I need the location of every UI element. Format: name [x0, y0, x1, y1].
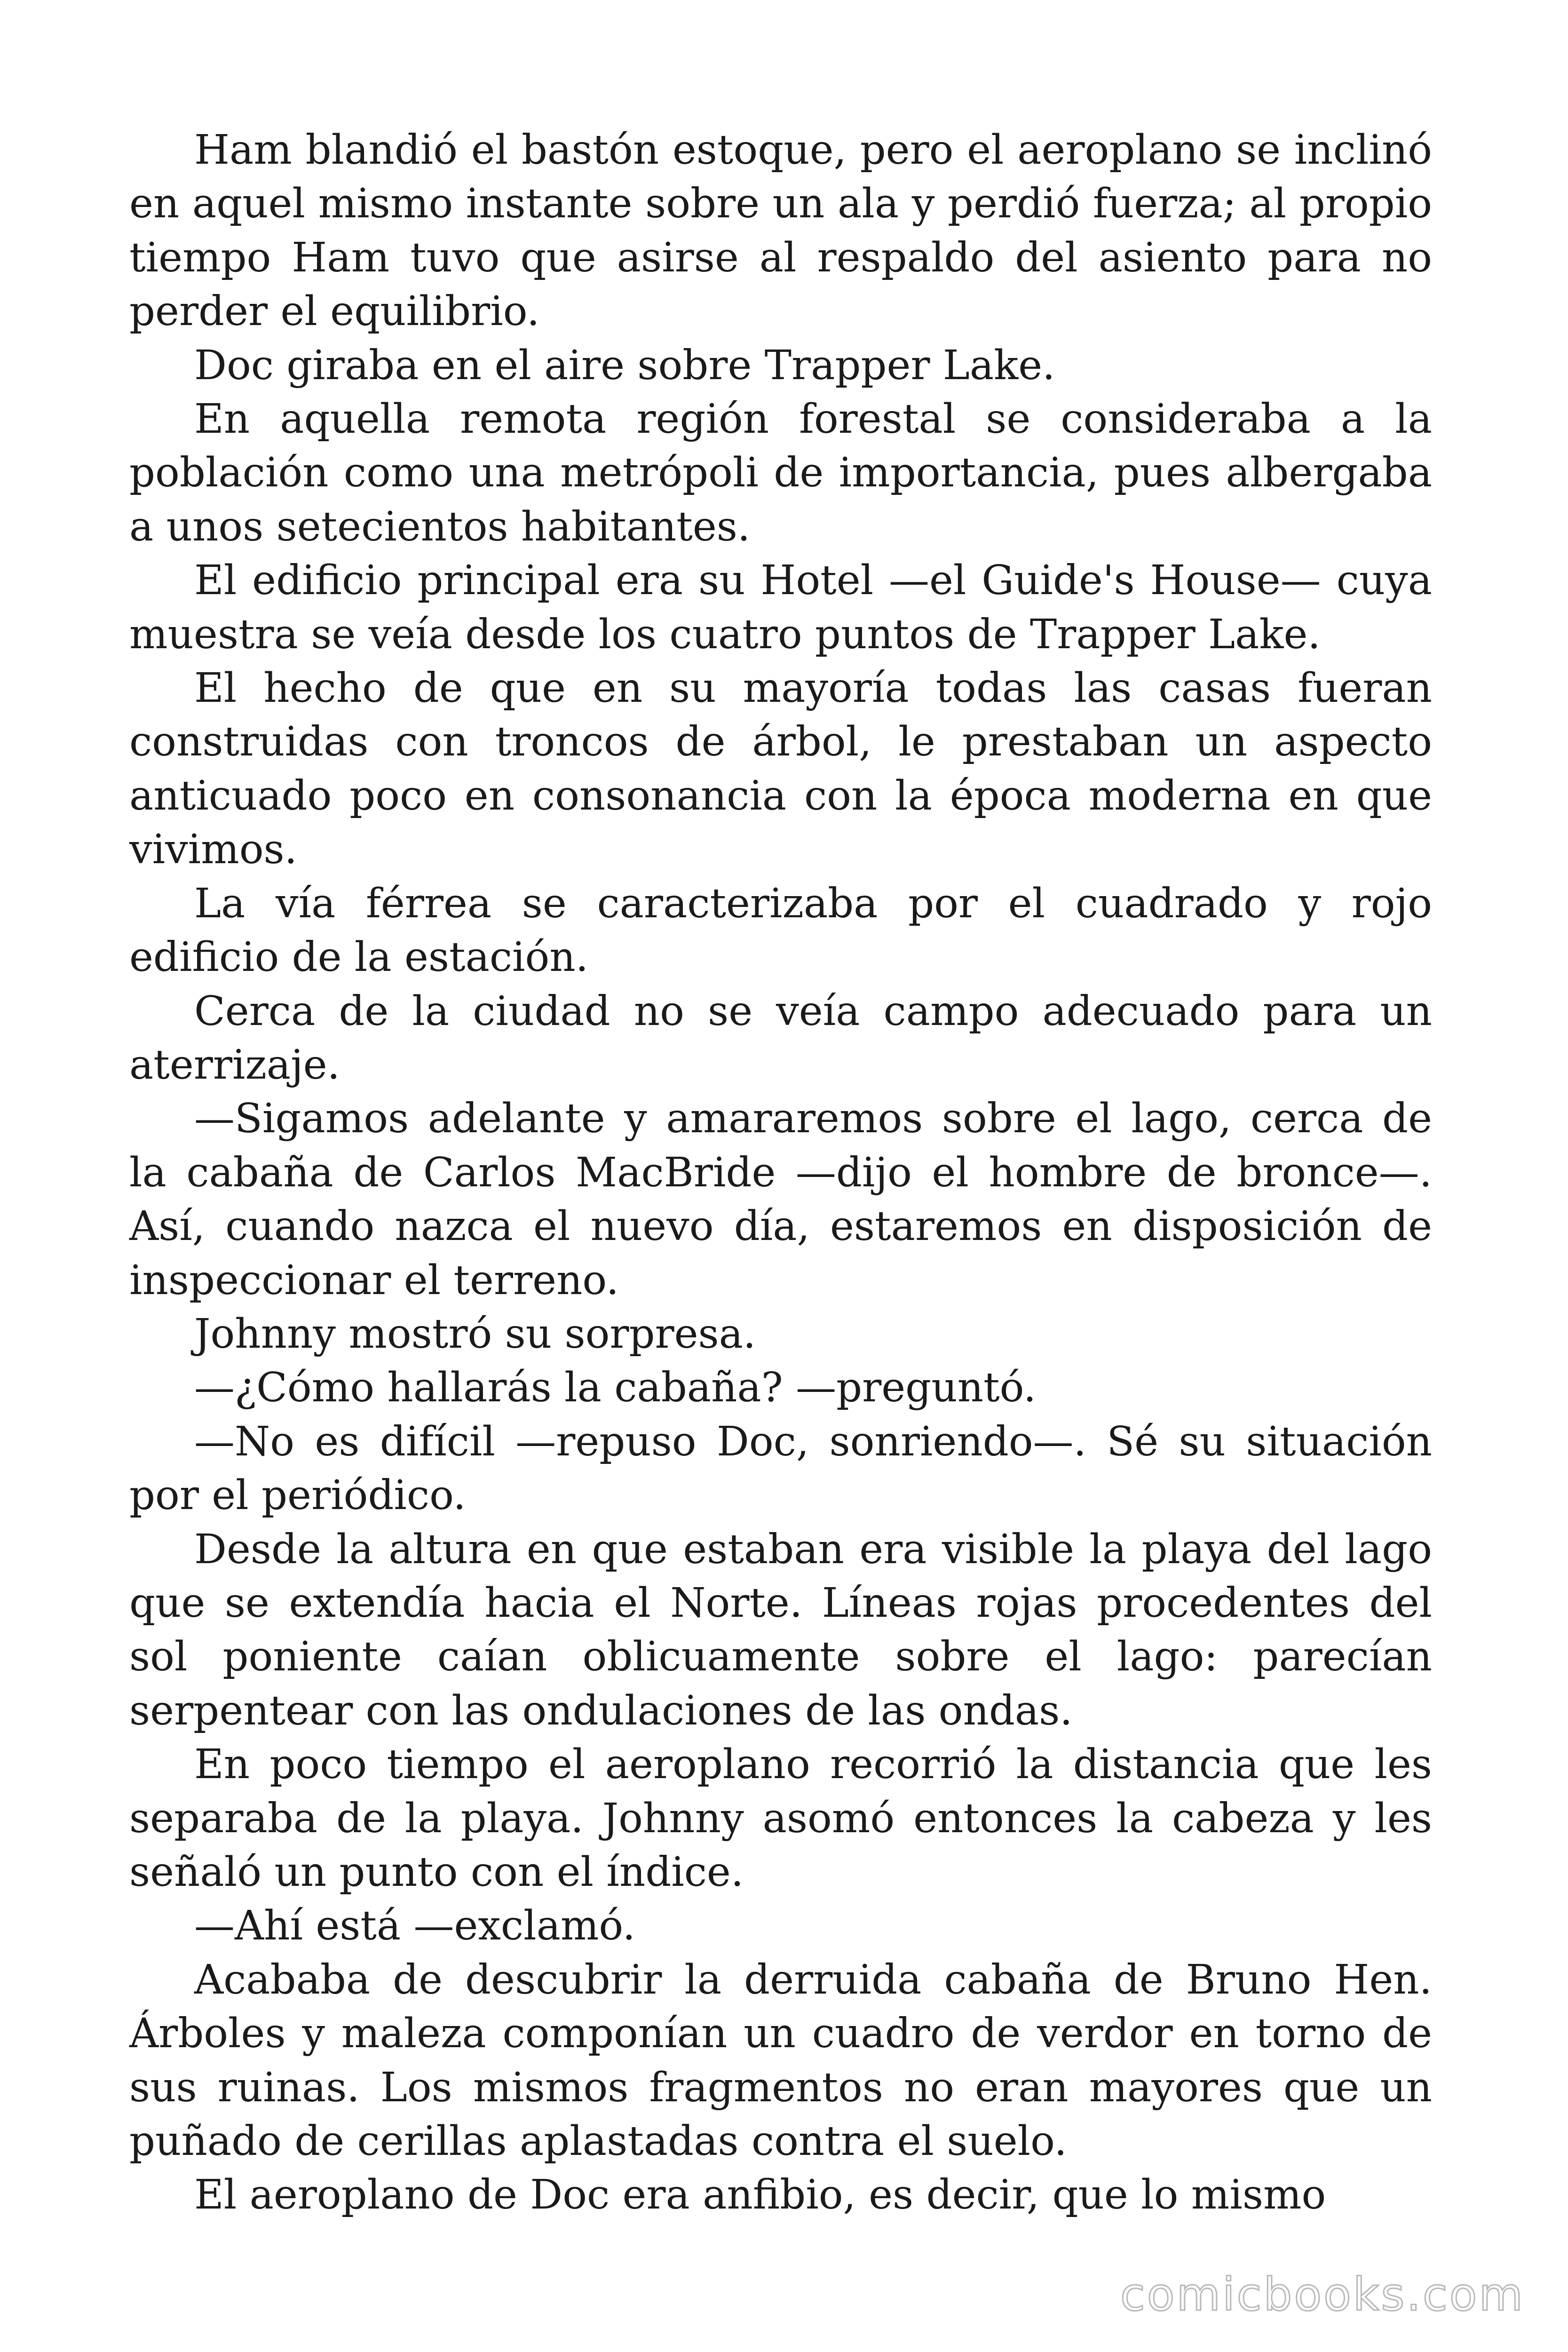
paragraph: Acababa de descubrir la derruida cabaña de Bruno Hen. Árboles y maleza componían un cuadro de verdor en torno de sus ruinas. Los mismos fragmentos no eran mayores que un puñado de cerillas aplastadas contra el suelo. — [129, 1956, 1432, 2165]
paragraph: En poco tiempo el aeroplano recorrió la distancia que les separaba de la playa. Johnny asomó entonces la cabeza y les señaló un punto con el índice. — [129, 1741, 1432, 1896]
paragraph: Doc giraba en el aire sobre Trapper Lake. — [194, 342, 1055, 389]
paragraph: Johnny mostró su sorpresa. — [194, 1310, 756, 1358]
body-text — [129, 123, 1432, 2222]
paragraph: —¿Cómo hallarás la cabaña? —preguntó. — [194, 1364, 1037, 1412]
paragraph: El edificio principal era su Hotel —el Guide's House— cuya muestra se veía desde los cuatro puntos de Trapper Lake. — [129, 557, 1432, 658]
paragraph: En aquella remota región forestal se consideraba a la población como una metrópoli de importancia, pues albergaba a unos setecientos habitantes. — [129, 396, 1432, 550]
paragraph: —Sigamos adelante y amararemos sobre el lago, cerca de la cabaña de Carlos MacBride —dijo el hombre de bronce—. Así, cuando nazca el nuevo día, estaremos en disposición de inspeccionar el terreno. — [129, 1095, 1432, 1304]
paragraph: Ham blandió el bastón estoque, pero el aeroplano se inclinó en aquel mismo instante sobre un ala y perdió fuerza; al propio tiempo Ham tuvo que asirse al respaldo del asiento para no perder el equilibrio. — [129, 127, 1432, 335]
paragraph: —No es difícil —repuso Doc, sonriendo—. Sé su situación por el periódico. — [129, 1418, 1432, 1519]
paragraph: Cerca de la ciudad no se veía campo adecuado para un aterrizaje. — [129, 987, 1432, 1089]
paragraph: Desde la altura en que estaban era visible la playa del lago que se extendía hacia el Norte. Líneas rojas procedentes del sol poniente caían oblicuamente sobre el lago: parecían serpentear con las ondulaciones de las ondas. — [129, 1526, 1432, 1734]
paragraph: El aeroplano de Doc era anfibio, es decir, que lo mismo — [194, 2171, 1326, 2219]
paragraph: La vía férrea se caracterizaba por el cuadrado y rojo edificio de la estación. — [129, 880, 1432, 981]
watermark: comicbooks.com — [1120, 2268, 1525, 2321]
paragraph: —Ahí está —exclamó. — [194, 1902, 636, 1950]
paragraph: El hecho de que en su mayoría todas las casas fueran construidas con troncos de árbol, le prestaban un aspecto anticuado poco en consonancia con la época moderna en que vivimos. — [129, 665, 1432, 874]
